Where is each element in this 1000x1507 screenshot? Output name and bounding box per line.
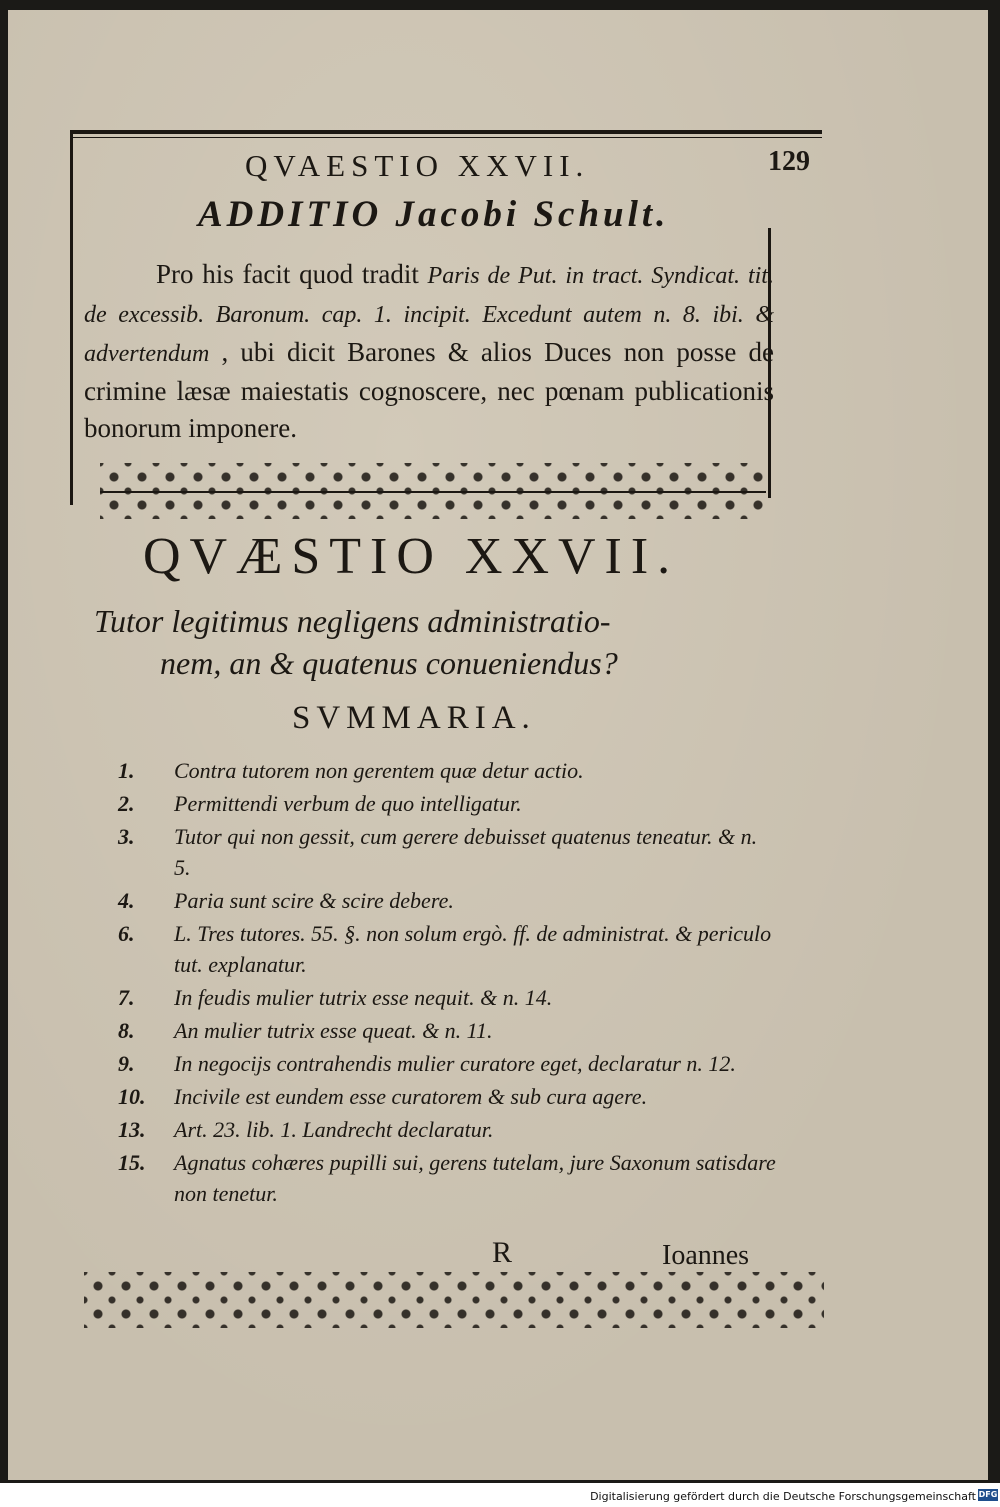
question-subtitle — [94, 600, 764, 684]
summary-item-text: Permittendi verbum de quo intelligatur. — [174, 791, 522, 816]
addition-text-1: Pro his facit quod tradit — [156, 259, 428, 289]
summary-item-text: Paria sunt scire & scire debere. — [174, 888, 454, 913]
summary-item-number: 10. — [118, 1084, 146, 1109]
addition-title: ADDITIO Jacobi Schult. — [198, 194, 670, 235]
summaria-list — [118, 755, 778, 1209]
summary-item-number: 7. — [118, 985, 135, 1010]
summary-item-text: Art. 23. lib. 1. Landrecht declaratur. — [174, 1117, 494, 1142]
running-head: QVAESTIO XXVII. — [245, 148, 590, 183]
addition-citation: Paris de Put. in tract. Syndicat. tit. de excessib. Baronum. cap. 1. incipit. Excedunt autem n. 8. ibi. & advertendum — [84, 263, 774, 367]
question-subtitle-line-2: nem, an & quatenus conueniendus? — [160, 645, 618, 681]
ornament-rule — [100, 491, 766, 493]
left-border-line — [70, 130, 73, 505]
signature-mark: R — [492, 1236, 513, 1269]
summary-item-number: 15. — [118, 1150, 146, 1175]
summary-item-number: 3. — [118, 824, 135, 849]
question-title: QVÆSTIO XXVII. — [143, 528, 680, 585]
summary-item-number: 13. — [118, 1117, 146, 1142]
bottom-fleuron-ornament-band — [84, 1272, 824, 1328]
summary-item — [118, 788, 778, 819]
summary-item-text: An mulier tutrix esse queat. & n. 11. — [174, 1018, 493, 1043]
summary-item-text: Contra tutorem non gerentem quæ detur actio. — [174, 758, 584, 783]
summary-item-text: In feudis mulier tutrix esse nequit. & n. 14. — [174, 985, 553, 1010]
summary-item-number: 2. — [118, 791, 135, 816]
summary-item-number: 1. — [118, 758, 135, 783]
summary-item — [118, 885, 778, 916]
summary-item — [118, 1048, 778, 1079]
summary-item — [118, 982, 778, 1013]
summary-item-text: Incivile est eundem esse curatorem & sub cura agere. — [174, 1084, 648, 1109]
top-rule-thin — [70, 137, 822, 138]
catchword: Ioannes — [662, 1240, 750, 1271]
addition-text-2: , ubi dicit Barones & alios Duces non posse de crimine læsæ maiestatis cognoscere, nec pœnam publicationis bonorum imponere. — [84, 337, 774, 443]
top-rule — [70, 130, 822, 134]
summary-item-text: Agnatus cohæres pupilli sui, gerens tutelam, jure Saxonum satisdare non tenetur. — [174, 1150, 776, 1206]
summary-item — [118, 918, 778, 980]
summary-item-text: Tutor qui non gessit, cum gerere debuisset quatenus teneatur. & n. 5. — [174, 824, 758, 880]
summary-item-text: In negocijs contrahendis mulier curatore eget, declaratur n. 12. — [174, 1051, 736, 1076]
summary-item — [118, 821, 778, 883]
summary-item — [118, 755, 778, 786]
summary-item-text: L. Tres tutores. 55. §. non solum ergò. ff. de administrat. & periculo tut. explanatur. — [174, 921, 772, 977]
summary-item — [118, 1114, 778, 1145]
summaria-heading: SVMMARIA. — [292, 700, 536, 736]
summary-item — [118, 1147, 778, 1209]
dfg-logo: DFG — [978, 1490, 998, 1499]
page-number: 129 — [768, 146, 810, 177]
summary-item-number: 8. — [118, 1018, 135, 1043]
summary-item — [118, 1081, 778, 1112]
summary-item-number: 6. — [118, 921, 135, 946]
summary-item — [118, 1015, 778, 1046]
addition-body — [84, 256, 774, 447]
summary-item-number: 9. — [118, 1051, 135, 1076]
summary-item-number: 4. — [118, 888, 135, 913]
funding-credit: Digitalisierung gefördert durch die Deutsche Forschungsgemeinschaft — [590, 1490, 976, 1503]
question-subtitle-line-1: Tutor legitimus negligens administratio- — [94, 603, 611, 639]
